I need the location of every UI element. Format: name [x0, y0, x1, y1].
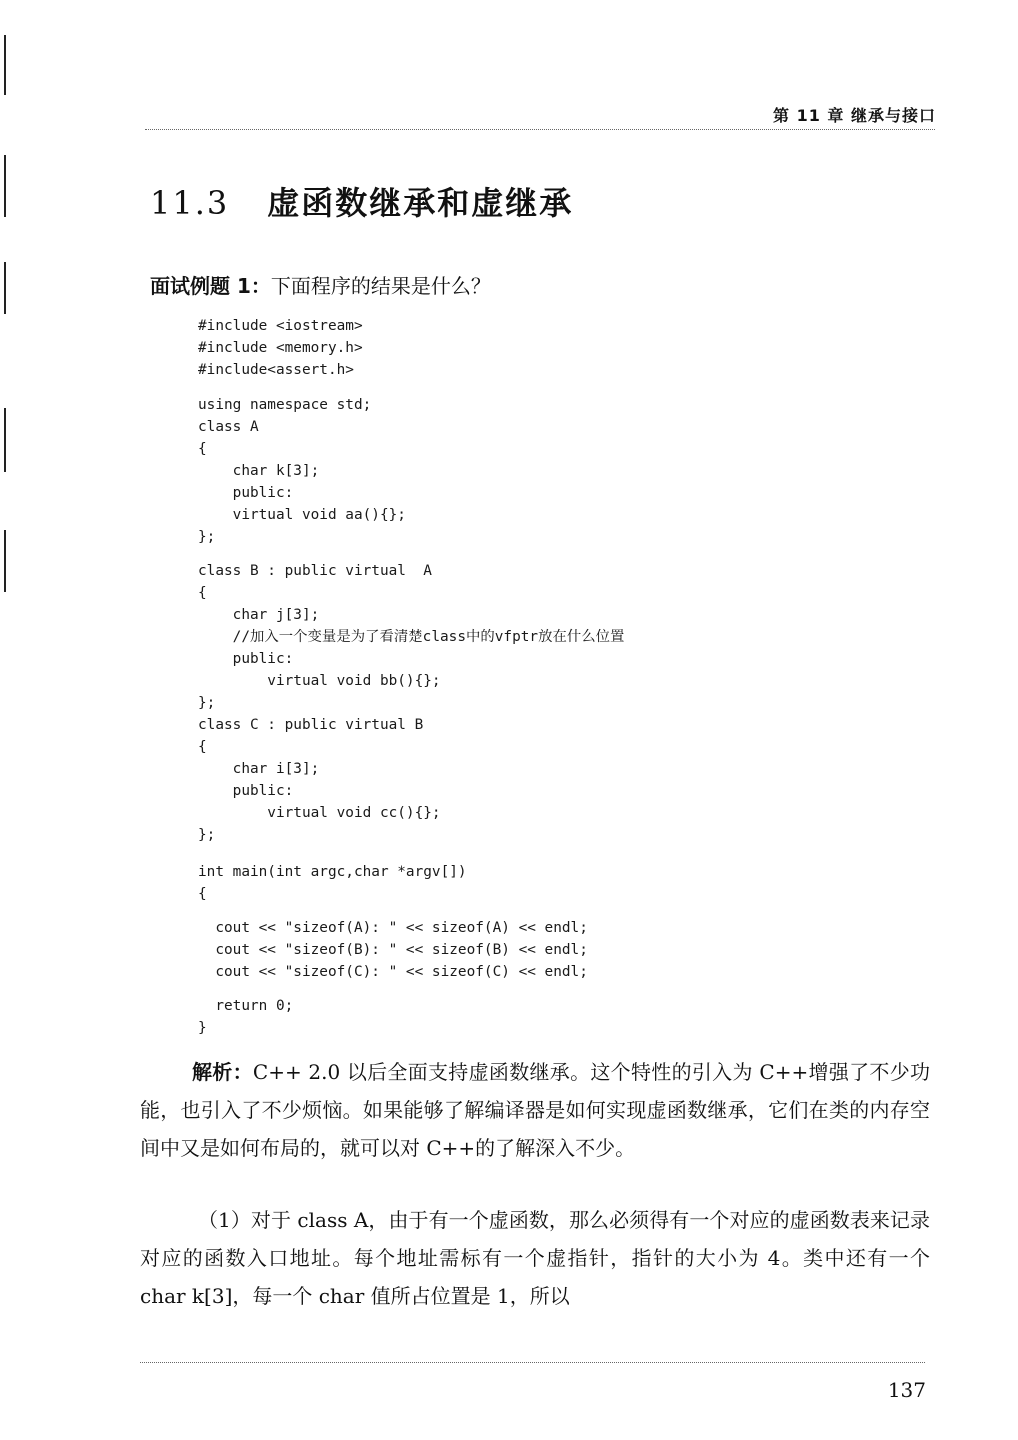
code-comment: //加入一个变量是为了看清楚class中的vfptr放在什么位置: [198, 629, 625, 645]
scan-edge-mark: [4, 530, 6, 592]
code-line: class A: [198, 419, 259, 435]
point-1-text: （1）对于 class A，由于有一个虚函数，那么必须得有一个对应的虚函数表来记录对应的函数入口地址。每个地址需标有一个虚指针，指针的大小为 4。类中还有一个 char k[3]，每一个 char 值所占位置是 1，所以: [140, 1208, 930, 1308]
code-block: [198, 316, 625, 1036]
code-line: class C : public virtual B: [198, 717, 424, 733]
code-line: cout << "sizeof(A): " << sizeof(A) << endl;: [198, 920, 588, 936]
code-line: cout << "sizeof(C): " << sizeof(C) << endl;: [198, 964, 588, 980]
code-line: {: [198, 886, 207, 902]
question: [150, 270, 491, 299]
code-line: char i[3];: [198, 761, 320, 777]
footer-rule: [140, 1362, 925, 1363]
code-line: virtual void cc(){};: [198, 805, 441, 821]
section-number: 11.3: [150, 184, 230, 222]
scan-edge-mark: [4, 35, 6, 95]
code-line: {: [198, 739, 207, 755]
analysis-label: 解析：: [192, 1060, 253, 1084]
code-line: virtual void bb(){};: [198, 673, 441, 689]
code-line: {: [198, 441, 207, 457]
scan-edge-mark: [4, 408, 6, 472]
running-head: 第 11 章 继承与接口: [773, 106, 936, 125]
code-line: #include <iostream>: [198, 318, 363, 334]
scan-edge-mark: [4, 262, 6, 314]
code-line: char j[3];: [198, 607, 320, 623]
code-line: #include <memory.h>: [198, 340, 363, 356]
code-line: virtual void aa(){};: [198, 507, 406, 523]
section-title: [150, 178, 573, 224]
analysis-text: C++ 2.0 以后全面支持虚函数继承。这个特性的引入为 C++增强了不少功能，也引入了不少烦恼。如果能够了解编译器是如何实现虚函数继承，它们在类的内存空间中又是如何布局的，就可以对 C++的了解深入不少。: [140, 1060, 931, 1160]
question-text: 下面程序的结果是什么？: [270, 274, 491, 298]
header-rule: [145, 129, 935, 130]
code-line: char k[3];: [198, 463, 320, 479]
code-line: int main(int argc,char *argv[]): [198, 864, 467, 880]
code-line: public:: [198, 651, 294, 667]
code-line: };: [198, 827, 216, 843]
code-line: cout << "sizeof(B): " << sizeof(B) << endl;: [198, 942, 588, 958]
code-line: return 0;: [198, 998, 294, 1014]
scan-edge-mark: [4, 155, 6, 217]
analysis-paragraph: [140, 1053, 930, 1167]
code-line: }: [198, 1020, 207, 1036]
question-label: 面试例题 1：: [150, 274, 271, 298]
section-heading: 虚函数继承和虚继承: [267, 184, 574, 222]
page-number: 137: [887, 1378, 926, 1402]
point-1-paragraph: [140, 1201, 930, 1315]
code-line: };: [198, 529, 216, 545]
code-line: using namespace std;: [198, 397, 372, 413]
code-line: public:: [198, 783, 294, 799]
code-line: };: [198, 695, 216, 711]
code-line: public:: [198, 485, 294, 501]
code-line: #include<assert.h>: [198, 362, 354, 378]
code-line: class B : public virtual A: [198, 563, 432, 579]
code-line: {: [198, 585, 207, 601]
